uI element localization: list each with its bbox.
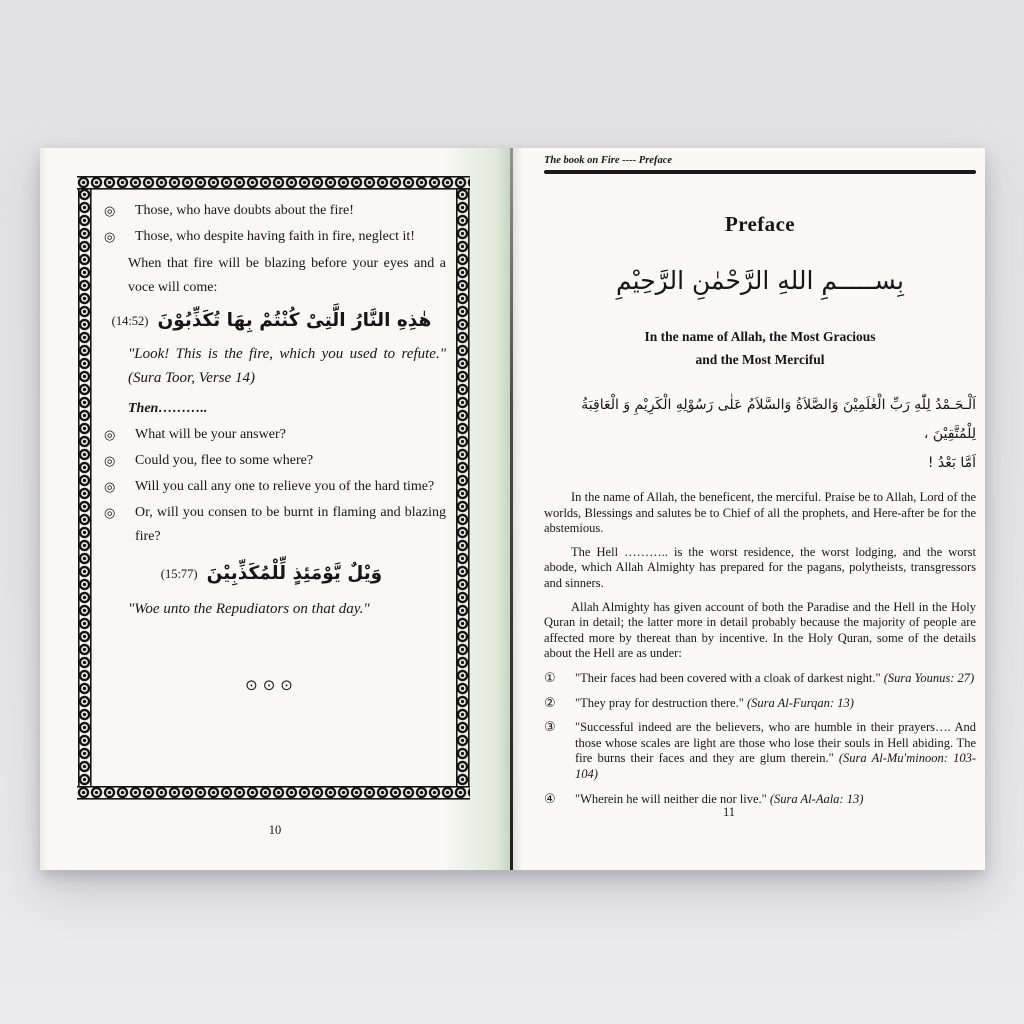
arabic-line-2: اَمَّا بَعْدُ !: [927, 455, 976, 471]
list-item: [97, 423, 446, 447]
circled-number-icon: ④: [544, 791, 556, 807]
list-item: [544, 671, 976, 687]
running-header: The book on Fire ---- Preface: [544, 155, 673, 166]
arabic-verse-text: وَيْلٌ يَّوْمَئِذٍ لِّلْمُكَذِّبِيْنَ: [206, 563, 383, 584]
left-page-content: [92, 190, 455, 785]
verse-translation-2: "Woe unto the Repudiators on that day.": [128, 601, 370, 617]
list-item: [544, 720, 976, 782]
bullseye-bullet-icon: ◎: [104, 229, 116, 244]
bullseye-bullet-icon: ◎: [104, 203, 116, 218]
header-rule: [544, 170, 976, 174]
sura-citation: (Sura Younus: 27): [883, 670, 975, 685]
quran-verse-2: [97, 562, 446, 586]
bismillah-calligraphy: بِســـــمِ اللهِ الرَّحْمٰنِ الرَّحِيْمِ: [616, 266, 904, 295]
quote-text: "Their faces had been covered with a cloak of darkest night.": [575, 670, 884, 685]
quote-text: "Wherein he will neither die nor live.": [575, 791, 770, 806]
bullet-text: Or, will you consen to be burnt in flaming and blazing fire?: [135, 505, 446, 544]
arabic-line-1: اَلْـحَـمْدُ لِلّٰهِ رَبِّ الْعٰلَمِيْنَ وَالصَّلاَةُ وَالسَّلاَمُ عَلٰى رَسُوْلِهِ الْكَرِيْمِ وَ الْعَاقِبَةُ لِلْمُتَّقِيْنَ ،: [581, 397, 976, 442]
bullet-text: Those, who have doubts about the fire!: [135, 203, 354, 218]
numbered-quote-list: [544, 671, 976, 807]
left-page: [40, 148, 510, 870]
bullseye-bullet-icon: ◎: [104, 479, 116, 494]
paragraph: Allah Almighty has given account of both the Paradise and the Hell in the Holy Quran in detail; the latter more in detail probably because the majority of people are affected more by thereat than by incentive. In the Holy Quran, some of the details about the Hell are as under:: [544, 599, 976, 661]
list-item: [97, 449, 446, 473]
ornate-border-top: [77, 175, 470, 190]
ornate-border-bottom: [77, 785, 470, 800]
page-number: 10: [268, 823, 282, 837]
list-item: [97, 501, 446, 549]
ornate-border-right: [455, 188, 470, 787]
bullseye-bullet-icon: ◎: [104, 505, 116, 520]
sura-citation: (Sura Al-Furqan: 13): [746, 695, 854, 710]
quote-text: "Successful indeed are the believers, who are humble in their prayers…. And those whose scales are light are those who lose their souls in Hell abiding. The fire burns their faces and they are glum therein.": [575, 720, 976, 766]
bullseye-bullet-icon: ◎: [104, 453, 116, 468]
ornate-border-frame: [77, 175, 470, 800]
subtitle-line-1: In the name of Allah, the Most Gracious: [644, 329, 876, 344]
quran-verse-1: [97, 309, 446, 333]
sura-citation: (Sura Al-Aala: 13): [769, 791, 864, 806]
bullet-text: Those, who despite having faith in fire, neglect it!: [135, 229, 415, 244]
list-item: [97, 475, 446, 499]
arabic-verse-text: هٰذِهِ النَّارُ الَّتِىْ كُنْتُمْ بِهَا تُكَذِّبُوْنَ: [157, 310, 432, 331]
intro-paragraph: When that fire will be blazing before your eyes and a voce will come:: [128, 256, 446, 295]
then-label: Then………..: [128, 401, 208, 416]
verse-reference: (14:52): [111, 314, 149, 328]
subtitle: [544, 325, 976, 371]
verse-reference: (15:77): [160, 567, 198, 581]
page-number: 11: [722, 805, 736, 819]
right-page-content: [544, 155, 976, 807]
subtitle-line-2: and the Most Merciful: [695, 352, 825, 367]
verse-translation-1: "Look! This is the fire, which you used to refute." (Sura Toor, Verse 14): [128, 346, 446, 386]
right-page: [513, 148, 985, 870]
list-item: [97, 225, 446, 249]
list-item: [97, 199, 446, 223]
circled-number-icon: ②: [544, 695, 556, 711]
section-end-ornament: ⊙⊙⊙: [245, 676, 298, 694]
bullet-text: Could you, flee to some where?: [135, 453, 314, 468]
bullet-text: What will be your answer?: [135, 427, 286, 442]
sura-citation: (Sura Al-Mu'minoon: 103-104): [575, 751, 976, 781]
circled-number-icon: ①: [544, 670, 556, 686]
paragraph: The Hell ……….. is the worst residence, the worst lodging, and the worst abode, which Allah Almighty has prepared for the pagans, polytheists, transgressors and sinners.: [544, 544, 976, 590]
bullet-text: Will you call any one to relieve you of the hard time?: [135, 479, 435, 494]
bullseye-bullet-icon: ◎: [104, 427, 116, 442]
quote-text: "They pray for destruction there.": [575, 695, 747, 710]
paragraph: In the name of Allah, the beneficent, the merciful. Praise be to Allah, Lord of the worlds, Blessings and salutes be to Chief of all the prophets, and Here-after be for the abstemious.: [544, 490, 976, 536]
ornate-border-left: [77, 188, 92, 787]
page-title: Preface: [724, 212, 796, 236]
circled-number-icon: ③: [544, 720, 556, 736]
list-item: [544, 696, 976, 712]
arabic-praise-paragraph: [544, 391, 976, 478]
open-book: [40, 148, 985, 870]
